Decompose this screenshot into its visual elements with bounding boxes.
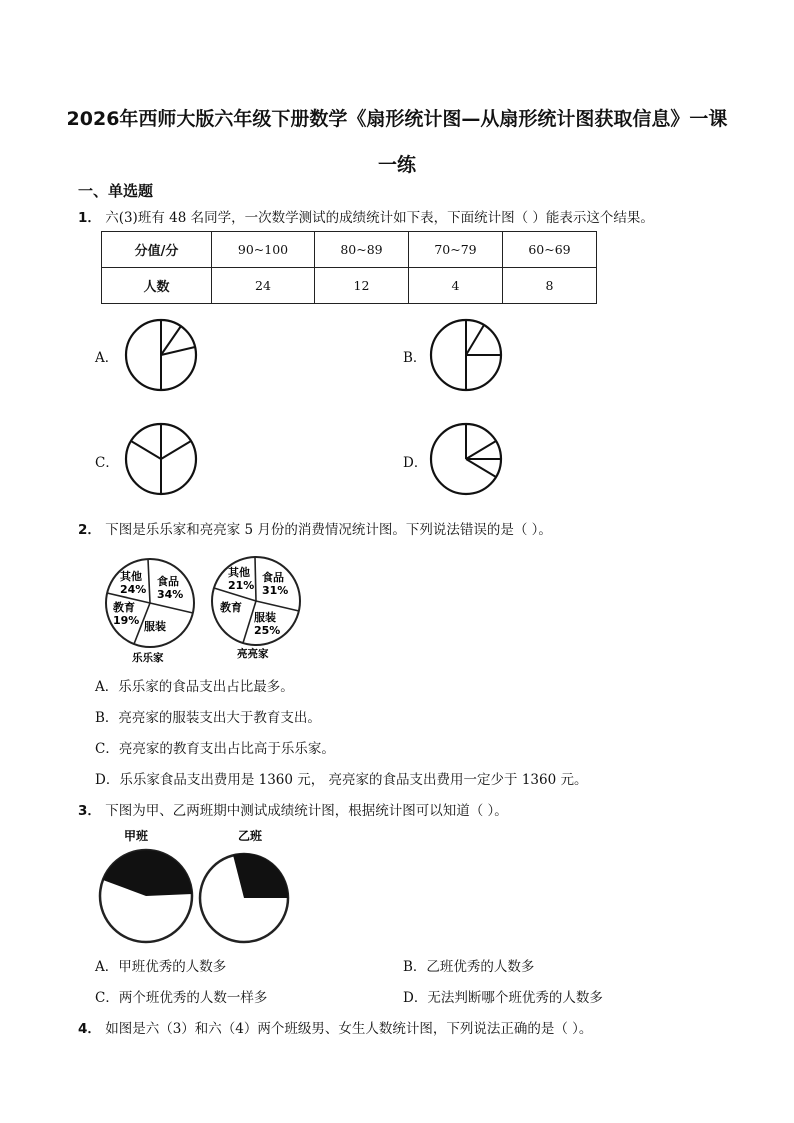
q1-option-b-label[interactable]: B． <box>403 350 427 366</box>
question-2 <box>78 518 552 538</box>
q1-option-c-pie[interactable] <box>123 421 199 497</box>
q1-option-c-label[interactable]: C． <box>95 455 119 471</box>
table-cell: 24 <box>212 268 315 304</box>
q2-option-c[interactable]: C．亮亮家的教育支出占比高于乐乐家。 <box>95 741 335 757</box>
lele-pie-chart <box>100 555 200 665</box>
lele-label-food: 食品 <box>157 575 179 588</box>
q1-option-a-pie[interactable] <box>123 317 199 393</box>
question-2-text: 下图是乐乐家和亮亮家 5 月份的消费情况统计图。下列说法错误的是（ ）。 <box>105 522 552 538</box>
question-4 <box>78 1017 592 1037</box>
liangliang-label-education: 教育 <box>220 601 242 614</box>
lele-value-other: 24% <box>120 583 147 596</box>
q3-option-d[interactable]: D．无法判断哪个班优秀的人数多 <box>403 990 603 1006</box>
question-3 <box>78 799 508 819</box>
lele-caption: 乐乐家 <box>132 652 164 664</box>
q3-option-a[interactable]: A．甲班优秀的人数多 <box>95 959 227 975</box>
liangliang-label-other: 其他 <box>228 566 250 579</box>
question-2-number: 2． <box>78 522 101 538</box>
class-jia-caption: 甲班 <box>124 829 149 843</box>
table-header-row <box>102 232 597 268</box>
question-1-number: 1． <box>78 210 101 226</box>
lele-label-other: 其他 <box>120 570 142 583</box>
liangliang-value-clothing: 25% <box>254 624 281 637</box>
table-header-cell: 分值/分 <box>102 232 212 268</box>
question-3-number: 3． <box>78 803 101 819</box>
liangliang-caption: 亮亮家 <box>237 648 269 660</box>
q3-option-b[interactable]: B．乙班优秀的人数多 <box>403 959 535 975</box>
q2-option-d[interactable]: D．乐乐家食品支出费用是 1360 元， 亮亮家的食品支出费用一定少于 1360 元。 <box>95 772 588 788</box>
liangliang-value-food: 31% <box>262 584 289 597</box>
table-row <box>102 268 597 304</box>
q3-option-c[interactable]: C．两个班优秀的人数一样多 <box>95 990 268 1006</box>
class-yi-caption: 乙班 <box>238 829 263 843</box>
q1-option-d-pie[interactable] <box>428 421 504 497</box>
lele-label-education: 教育 <box>113 601 135 614</box>
q1-option-d-label[interactable]: D． <box>403 455 428 471</box>
page-title <box>60 96 734 188</box>
lele-value-education: 19% <box>113 614 140 627</box>
liangliang-pie-chart <box>208 555 308 665</box>
lele-label-clothing: 服装 <box>144 620 166 633</box>
table-cell: 4 <box>409 268 503 304</box>
score-table <box>101 231 597 304</box>
q1-option-b-pie[interactable] <box>428 317 504 393</box>
table-cell: 12 <box>315 268 409 304</box>
lele-value-food: 34% <box>157 588 184 601</box>
table-header-cell: 90~100 <box>212 232 315 268</box>
q1-option-a-label[interactable]: A． <box>95 350 119 366</box>
section-heading: 一、单选题 <box>78 182 154 200</box>
liangliang-value-other: 21% <box>228 579 255 592</box>
title-line-2: 一练 <box>377 154 416 176</box>
q2-option-a[interactable]: A．乐乐家的食品支出占比最多。 <box>95 679 294 695</box>
class-pie-charts <box>96 826 296 944</box>
table-header-cell: 70~79 <box>409 232 503 268</box>
table-row-label: 人数 <box>102 268 212 304</box>
table-cell: 8 <box>503 268 597 304</box>
liangliang-label-food: 食品 <box>262 571 284 584</box>
question-1-text: 六(3)班有 48 名同学，一次数学测试的成绩统计如下表，下面统计图（ ）能表示这个结果。 <box>105 210 654 226</box>
table-header-cell: 80~89 <box>315 232 409 268</box>
question-1 <box>78 206 654 226</box>
table-header-cell: 60~69 <box>503 232 597 268</box>
question-4-text: 如图是六（3）和六（4）两个班级男、女生人数统计图，下列说法正确的是（ ）。 <box>105 1021 593 1037</box>
liangliang-label-clothing: 服装 <box>254 611 276 624</box>
question-4-number: 4． <box>78 1021 101 1037</box>
q2-option-b[interactable]: B．亮亮家的服装支出大于教育支出。 <box>95 710 321 726</box>
question-3-text: 下图为甲、乙两班期中测试成绩统计图，根据统计图可以知道（ ）。 <box>105 803 508 819</box>
title-line-1: 2026年西师大版六年级下册数学《扇形统计图—从扇形统计图获取信息》一课 <box>66 108 728 130</box>
